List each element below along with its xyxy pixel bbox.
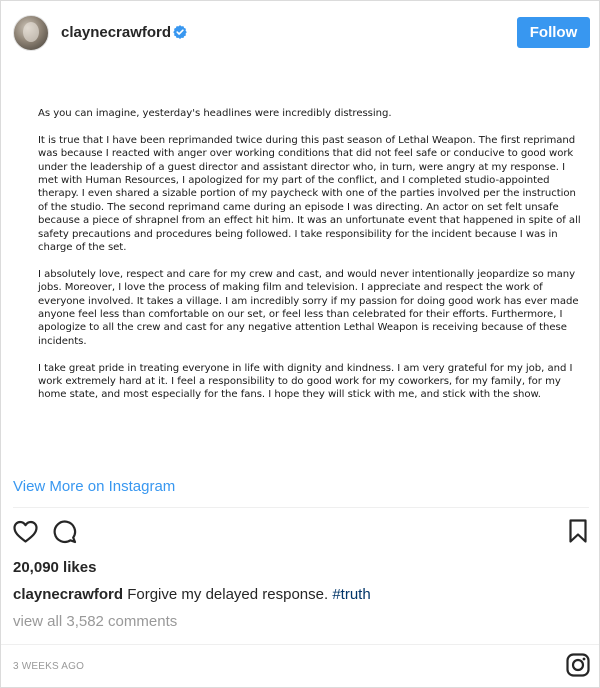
statement-paragraph: I absolutely love, respect and care for my crew and cast, and would never intentionally jeopardize so many jobs. Moreover, I love the process of making film and television. I appreciate and respect the work of everyone involved. It takes a village. I am incredibly sorry if my passion for doing good work has ever made anyone feel less than comfortable on our set, or feel less than celebrated for their efforts. Furthermore, I apologize to all the crew and cast for any negative attention Lethal Weapon is receiving because of these incidents. (38, 268, 579, 347)
view-all-comments-link[interactable]: view all 3,582 comments (13, 613, 178, 630)
avatar[interactable] (13, 15, 49, 51)
view-more-link[interactable]: View More on Instagram (13, 478, 176, 495)
divider (1, 644, 599, 645)
like-count[interactable]: 20,090 likes (13, 559, 97, 576)
statement-image-text (38, 107, 588, 415)
caption-username[interactable]: claynecrawford (13, 586, 124, 603)
statement-paragraph: I take great pride in treating everyone in life with dignity and kindness. I am very grateful for my job, and I work extremely hard at it. I feel a responsibility to do good work for my coworkers, for my family, for my home state, and most especially for the fans. I hope they will stick with me, and stick with the show. (38, 362, 573, 401)
verified-badge-icon (173, 25, 187, 39)
divider (13, 507, 589, 508)
comment-icon[interactable] (52, 519, 77, 544)
follow-button[interactable]: Follow (517, 17, 590, 48)
caption (13, 586, 371, 603)
username-link[interactable]: claynecrawford (61, 24, 172, 41)
hashtag-link[interactable]: #truth (332, 586, 371, 603)
statement-paragraph: As you can imagine, yesterday's headlines were incredibly distressing. (38, 108, 392, 119)
caption-text: Forgive my delayed response. (127, 586, 329, 603)
statement-paragraph: It is true that I have been reprimanded twice during this past season of Lethal Weapon. The first reprimand was because I reacted with anger over working conditions that did not feel safe or conducive to good work under the leadership of a guest director and assistant director who, in turn, were angry at my response. I met with Human Resources, I apologized for my part of the conflict, and I completed studio-appointed therapy. I even shared a sizable portion of my paycheck with one of the parties involved per the instruction of the studio. The second reprimand came during an episode I was directing. An actor on set felt unsafe because a piece of shrapnel from an effect hit him. It was an unfortunate event that happened in spite of all safety precautions and procedures being followed. I take responsibility for the incident because I was in charge of the set. (38, 134, 581, 254)
post-timestamp[interactable]: 3 WEEKS AGO (13, 661, 85, 672)
heart-icon[interactable] (13, 520, 38, 544)
bookmark-icon[interactable] (569, 519, 587, 543)
instagram-icon[interactable] (566, 653, 590, 677)
post-header (1, 1, 599, 67)
